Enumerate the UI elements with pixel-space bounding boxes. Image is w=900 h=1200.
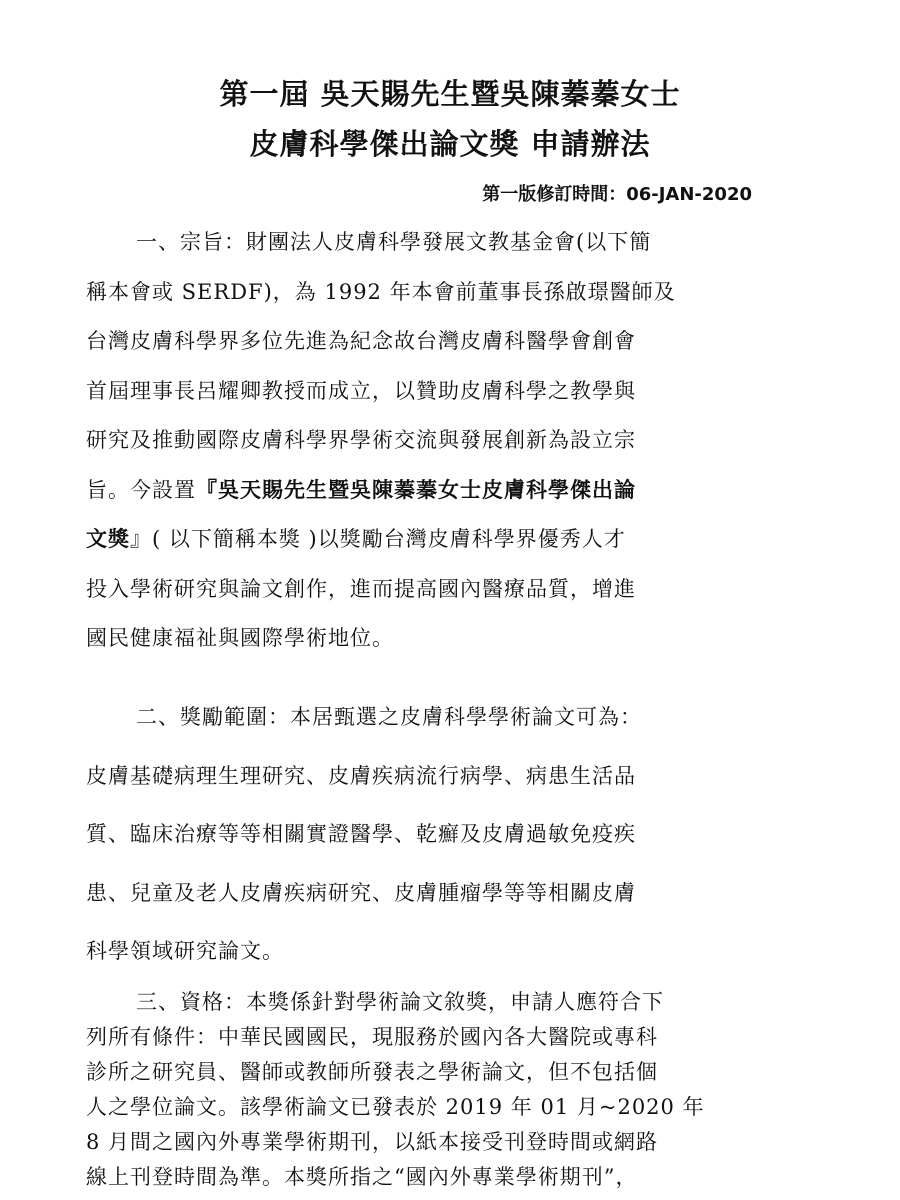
scope-line: 質、臨床治療等等相關實證醫學、乾癬及皮膚過敏免疫疾 [86,822,636,846]
purpose-text: 』( 以下簡稱本獎 )以獎勵台灣皮膚科學界優秀人才 [130,527,626,551]
purpose-line: 台灣皮膚科學界多位先進為紀念故台灣皮膚科醫學會創會 [86,329,636,353]
scope-line: 皮膚基礎病理生理研究、皮膚疾病流行病學、病患生活品 [86,763,636,788]
purpose-text: 旨。今設置 [86,477,196,502]
title-line-2: 皮膚科學傑出論文獎 申請辦法 [249,127,651,161]
purpose-line: 首屆理事長呂耀卿教授而成立，以贊助皮膚科學之教學與 [86,378,636,403]
purpose-line: 國民健康福祉與國際學術地位。 [86,626,394,650]
scope-line: 患、兒童及老人皮膚疾病研究、皮膚腫瘤學等等相關皮膚 [86,880,636,905]
section-scope [86,688,766,981]
purpose-line: 稱本會或 SERDF)，為 1992 年本會前董事長孫啟璟醫師及 [86,279,676,304]
purpose-line [86,515,766,565]
purpose-line: 研究及推動國際皮膚科學界學術交流與發展創新為設立宗 [86,428,636,452]
scope-line: 科學領域研究論文。 [86,939,284,963]
eligibility-line: 8 月間之國內外專業學術期刊，以紙本接受刊登時間或網路 [86,1130,659,1154]
section-purpose [86,218,766,664]
eligibility-line: 三、資格：本獎係針對學術論文敘獎，申請人應符合下 [136,990,664,1014]
title-line-1: 第一屆 吳天賜先生暨吳陳蓁蓁女士 [219,77,681,111]
section-eligibility [86,985,766,1195]
purpose-line [86,466,766,516]
eligibility-line: 列所有條件：中華民國國民，現服務於國內各大醫院或專科 [86,1025,658,1049]
eligibility-line: 線上刊登時間為準。本獎所指之“國內外專業學術期刊”， [86,1165,638,1189]
scope-line: 二、獎勵範圍：本居甄選之皮膚科學學術論文可為： [136,705,642,729]
award-name-bold: 文獎 [86,527,130,551]
award-name-bold: 『吳天賜先生暨吳陳蓁蓁女士皮膚科學傑出論 [196,477,636,502]
purpose-line: 一、宗旨：財團法人皮膚科學發展文教基金會(以下簡 [136,230,652,254]
eligibility-line: 診所之研究員、醫師或教師所發表之學術論文，但不包括個 [86,1060,658,1084]
purpose-line: 投入學術研究與論文創作，進而提高國內醫療品質，增進 [86,576,636,601]
revision-date: 第一版修訂時間：06-JAN-2020 [482,184,752,205]
eligibility-line: 人之學位論文。該學術論文已發表於 2019 年 01 月~2020 年 [86,1095,705,1119]
